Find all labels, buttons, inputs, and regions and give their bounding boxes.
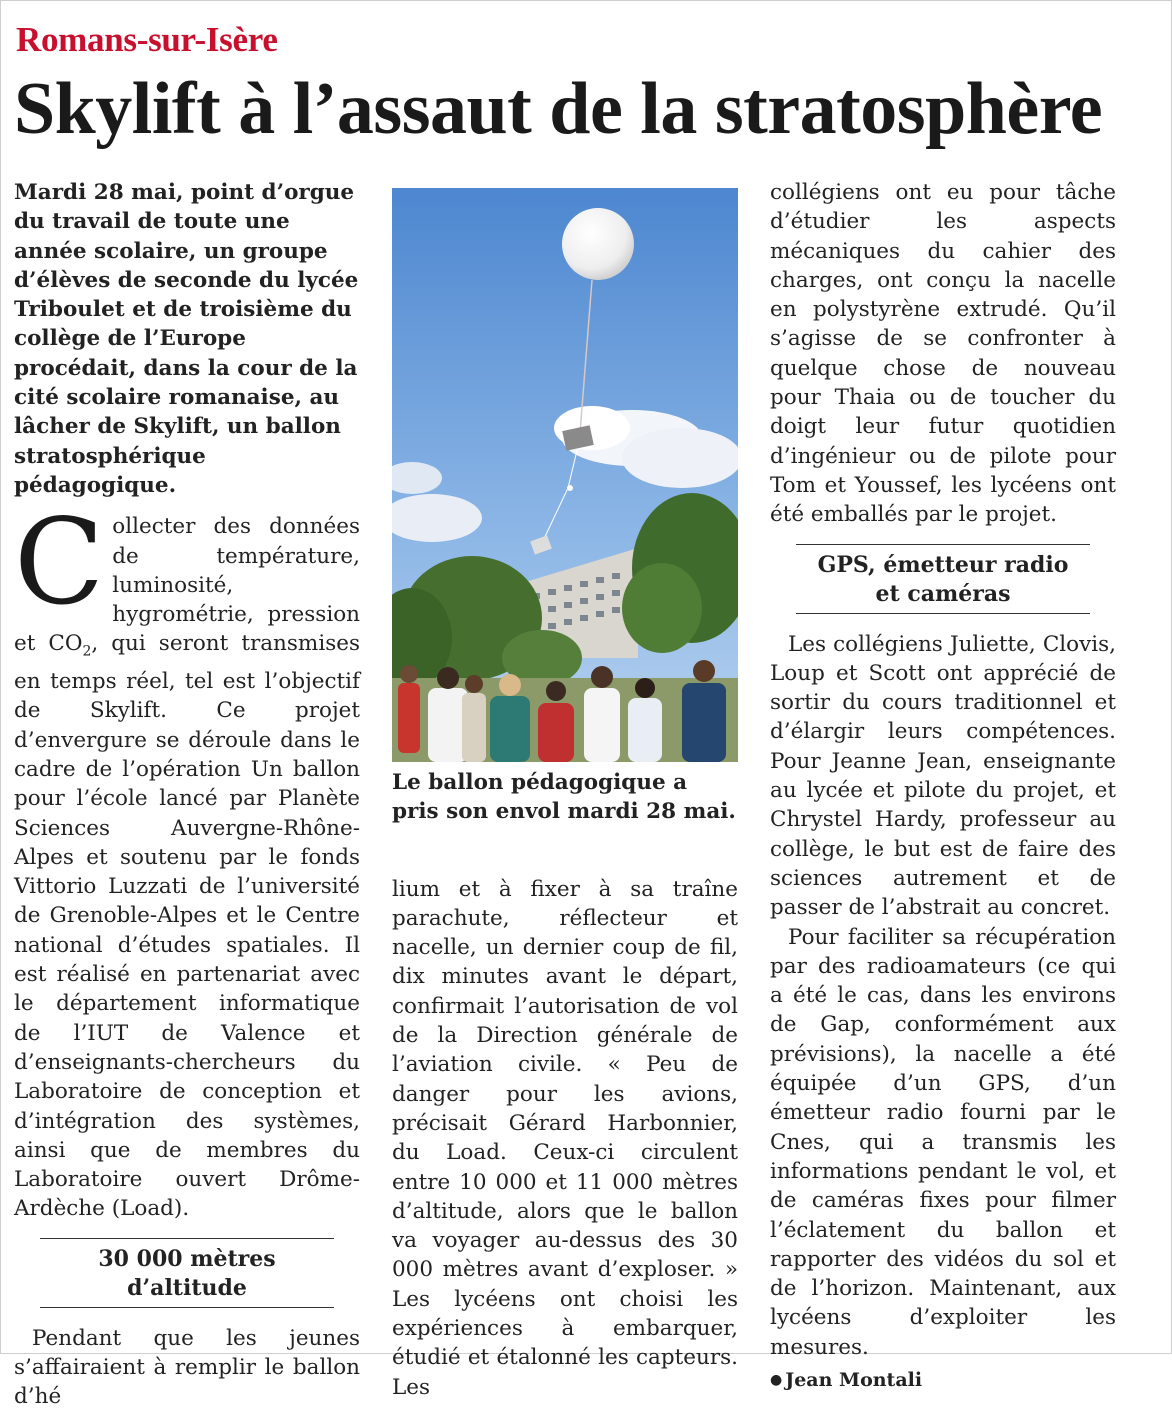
drop-cap: C [14,493,105,632]
subhead-gps [796,544,1090,614]
body-paragraph-4: collégiens ont eu pour tâche d’étudier les aspects mécaniques du cahier des charges, ont conçu la nacelle en polystyrène extrudé. Qu’il s’agisse de se confronter à quelque chose de nouveau pour Thaia ou de toucher du doigt leur futur quotidien d’ingénieur ou de pilote pour Tom et Youssef, les lycéens ont été emballés par le projet. [770,180,1116,528]
body-paragraph-5: Les collégiens Juliette, Clovis, Loup et Scott ont apprécié de sortir du cours traditionnel et d’élargir leurs compétences. Pour Jeanne Jean, enseignante au lycée et pilote du projet, et Chrystel Hardy, professeur au collège, le but est de faire des sciences autrement et de passer de l’abstrait au concret. [770,631,1116,921]
lead-paragraph: Mardi 28 mai, point d’orgue du travail de toute une année scolaire, un groupe d’élèves de seconde du lycée Triboulet et de troisième du collège de l’Europe procédait, dans la cour de la cité scolaire romanaise, au lâcher de Skylift, un ballon stratosphérique pédagogique. [14,180,359,498]
column-1 [14,178,360,1412]
kicker-location: Romans-sur-Isère [16,20,278,59]
author-name: Jean Montali [785,1368,923,1391]
photo-caption: Le ballon pédagogique a pris son envol mardi 28 mai. [392,770,736,825]
body-paragraph-1-part-a: ollecter des données de température, luminosité, hygrométrie, pression et CO [14,514,360,657]
subhead-gps-line-1: GPS, émetteur radio [817,551,1069,578]
column-3 [770,178,1116,1396]
co2-subscript: 2 [82,643,92,660]
subhead-altitude [40,1238,334,1308]
body-paragraph-1 [14,493,360,1223]
subhead-gps-line-2: et caméras [875,580,1011,607]
subhead-altitude-line-1: 30 000 mètres [98,1245,276,1272]
balloon-launch-photo [392,188,738,762]
bullet-icon: ● [770,1372,783,1389]
author-byline [770,1366,1116,1396]
headline: Skylift à l’assaut de la stratosphère [14,68,1103,150]
column-2 [392,188,738,1402]
body-paragraph-1-part-b: , qui seront transmises en temps réel, tel est l’objectif de Skylift. Ce projet d’envergure se déroule dans le cadre de l’opération Un ballon pour l’école lancé par Planète Sciences Auvergne-Rhône-Alpes et soutenu par le fonds Vittorio Luzzati de l’université de Grenoble-Alpes et le Centre national d’études spatiales. Il est réalisé en partenariat avec le département informatique de l’IUT de Valence et d’enseignants-chercheurs du Laboratoire de conception et d’intégration des systèmes, ainsi que de membres du Laboratoire ouvert Drôme-Ardèche (Load). [14,631,360,1222]
subhead-altitude-line-2: d’altitude [127,1274,247,1301]
body-paragraph-6: Pour faciliter sa récupération par des radioamateurs (ce qui a été le cas, dans les environs de Gap, conformément aux prévisions), la nacelle a été équipée d’un GPS, d’un émetteur radio fourni par le Cnes, qui a transmis les informations pendant le vol, et de caméras fixes pour filmer l’éclatement du ballon et rapporter des vidéos du sol et de l’horizon. Maintenant, aux lycéens d’exploiter les mesures. [770,924,1116,1360]
body-paragraph-2: Pendant que les jeunes s’affairaient à remplir le ballon d’hé [14,1325,360,1410]
body-paragraph-3: lium et à fixer à sa traîne parachute, réflecteur et nacelle, un dernier coup de fil, dix minutes avant le départ, confirmait l’autorisation de vol de la Direction générale de l’aviation civile. « Peu de danger pour les avions, précisait Gérard Harbonnier, du Load. Ceux-ci circulent entre 10 000 et 11 000 mètres d’altitude, alors que le ballon va voyager au-dessus des 30 000 mètres avant d’exploser. » Les lycéens ont choisi les expériences à embarquer, étudié et étalonné les capteurs. Les [392,876,738,1400]
